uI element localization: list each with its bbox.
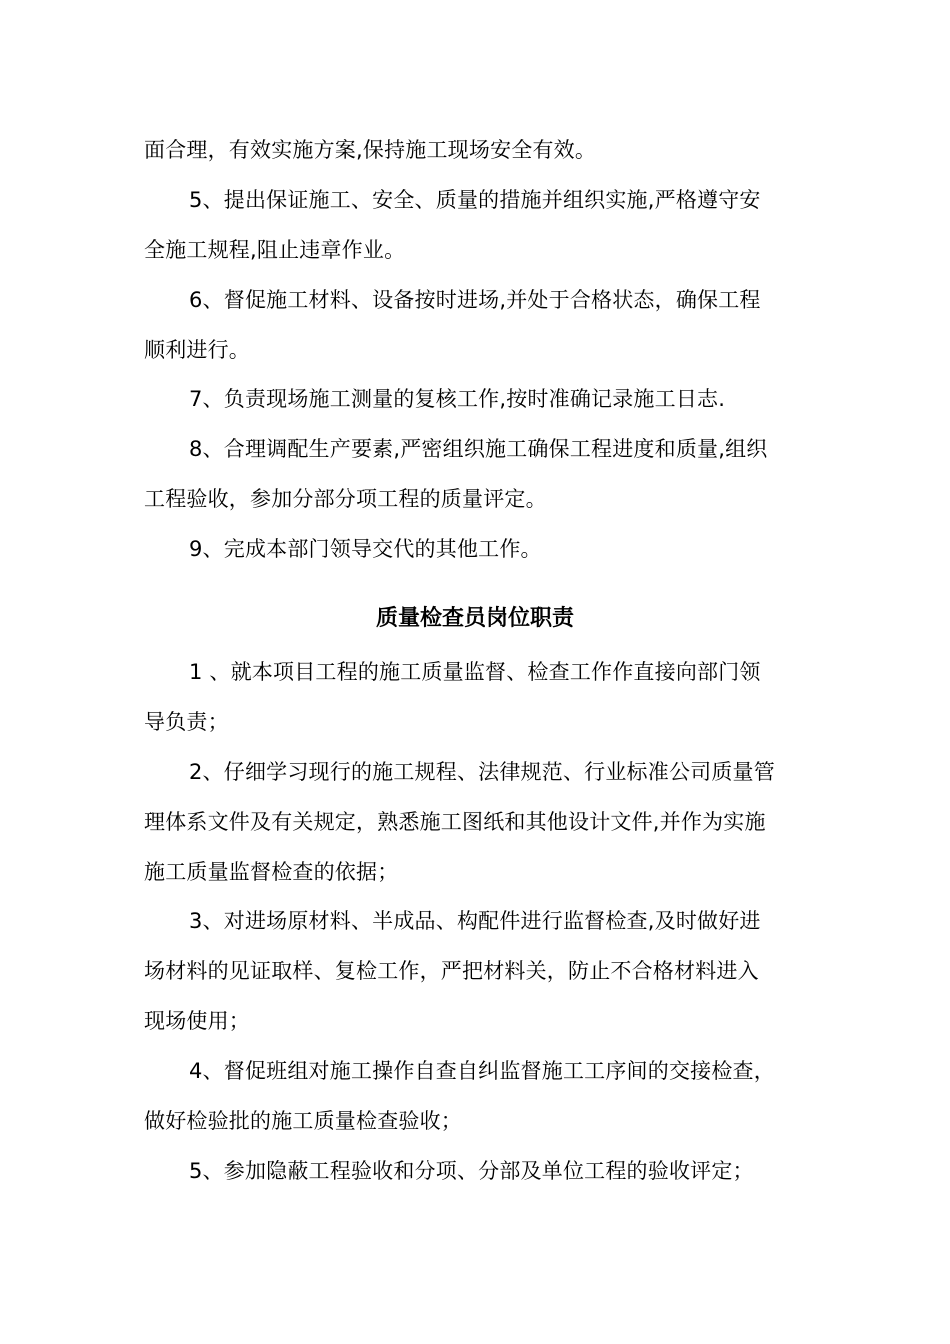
paragraph-line: 7、负责现场施工测量的复核工作,按时准确记录施工日志.	[189, 387, 726, 411]
paragraph-line: 4、督促班组对施工操作自查自纠监督施工工序间的交接检查，	[189, 1059, 775, 1083]
paragraph-line: 顺利进行。	[144, 338, 250, 362]
paragraph-line: 理体系文件及有关规定，熟悉施工图纸和其他设计文件,并作为实施	[144, 810, 766, 834]
paragraph-line: 6、督促施工材料、设备按时进场,并处于合格状态，确保工程	[189, 288, 761, 312]
paragraph-line: 9、完成本部门领导交代的其他工作。	[189, 537, 542, 561]
paragraph-line: 2、仔细学习现行的施工规程、法律规范、行业标准公司质量管	[189, 760, 775, 784]
paragraph-line: 3、对进场原材料、半成品、构配件进行监督检查,及时做好进	[189, 909, 761, 933]
paragraph-line: 导负责；	[144, 710, 229, 734]
paragraph-line: 1 、就本项目工程的施工质量监督、检查工作作直接向部门领	[189, 660, 761, 684]
paragraph-line: 做好检验批的施工质量检查验收；	[144, 1109, 462, 1133]
section-title: 质量检查员岗位职责	[375, 606, 574, 631]
paragraph-line: 施工质量监督检查的依据；	[144, 860, 399, 884]
paragraph-line: 现场使用；	[144, 1009, 250, 1033]
paragraph-line: 面合理，有效实施方案,保持施工现场安全有效。	[144, 138, 597, 162]
paragraph-line: 5、参加隐蔽工程验收和分项、分部及单位工程的验收评定；	[189, 1159, 754, 1183]
paragraph-line: 5、提出保证施工、安全、质量的措施并组织实施,严格遵守安	[189, 188, 761, 212]
paragraph-line: 场材料的见证取样、复检工作，严把材料关，防止不合格材料进入	[144, 959, 759, 983]
paragraph-line: 8、合理调配生产要素,严密组织施工确保工程进度和质量,组织	[189, 437, 768, 461]
paragraph-line: 全施工规程,阻止违章作业。	[144, 238, 406, 262]
paragraph-line: 工程验收，参加分部分项工程的质量评定。	[144, 487, 547, 511]
